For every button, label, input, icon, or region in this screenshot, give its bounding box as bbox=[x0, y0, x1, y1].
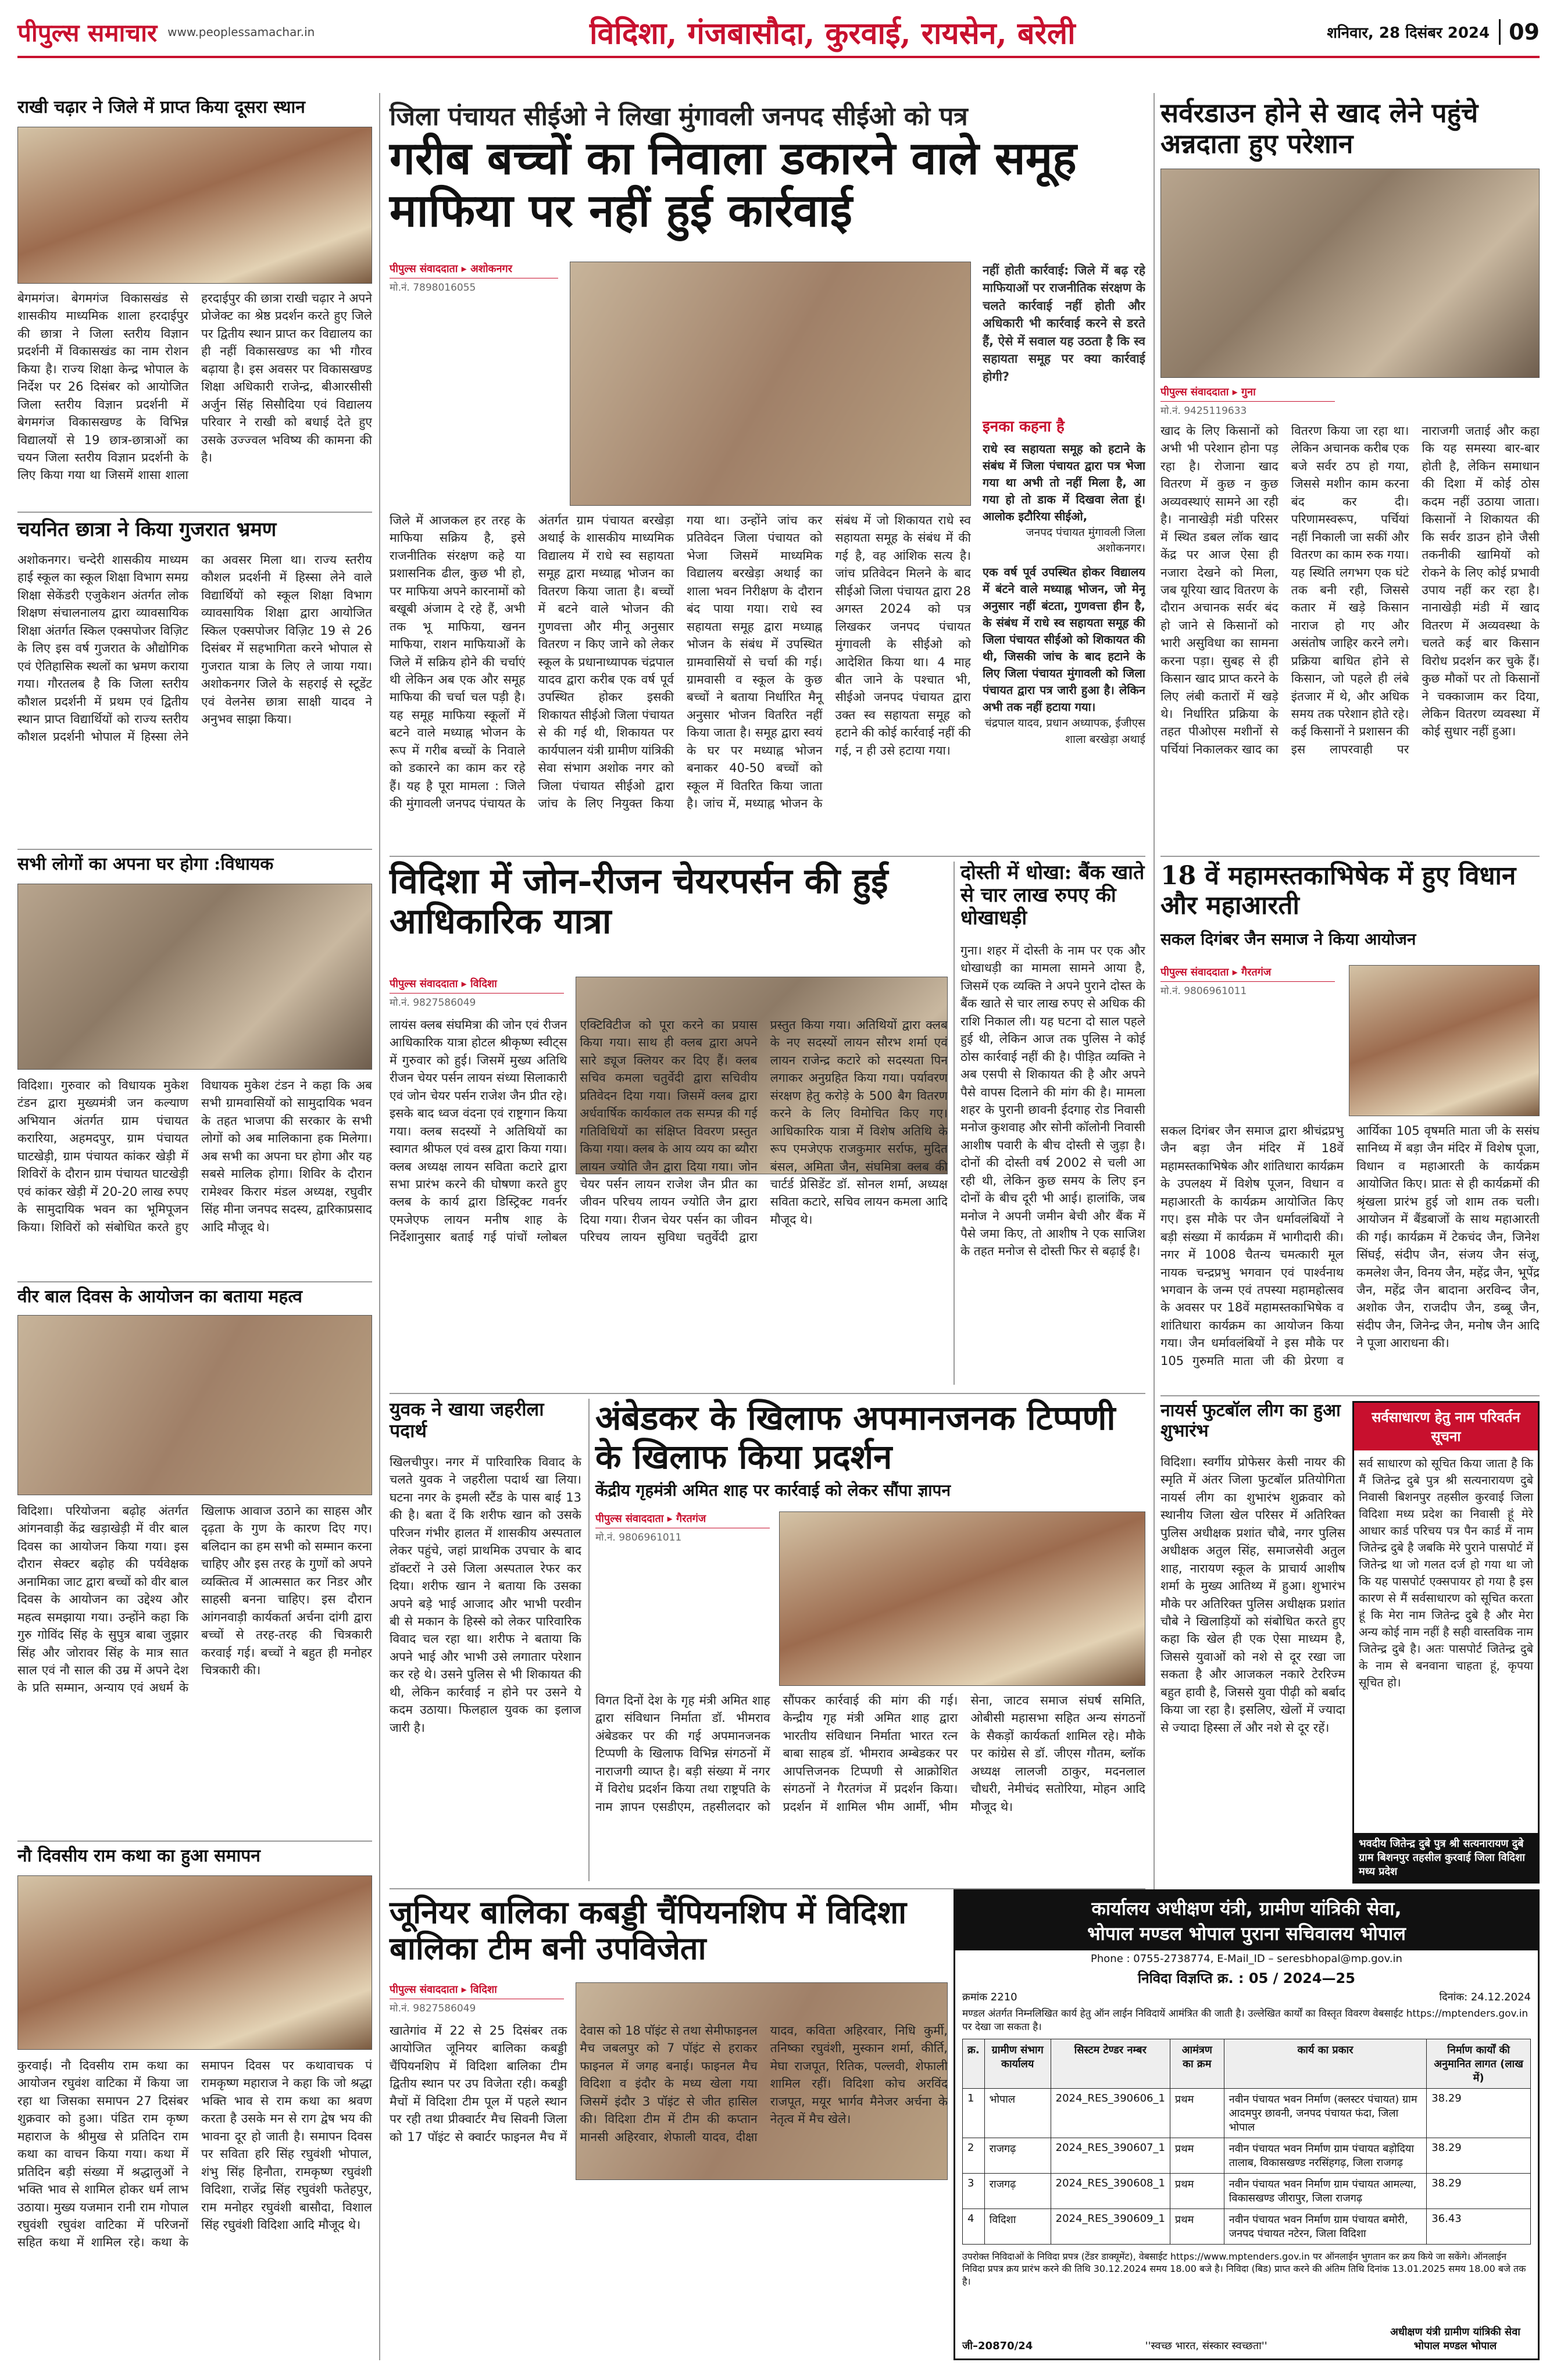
story-divider bbox=[390, 856, 1145, 857]
story-headline: सभी लोगों का अपना घर होगा :विधायक bbox=[17, 854, 274, 874]
tender-cell: राजगढ़ bbox=[984, 2173, 1051, 2209]
story-headline: दोस्ती में धोखा: बैंक खाते से चार लाख रुपए की धोखाधड़ी bbox=[960, 861, 1145, 930]
ram-katha-photo bbox=[17, 1875, 372, 2050]
column-divider bbox=[379, 93, 380, 2360]
tender-column-header: सिस्टम टेण्डर नम्बर bbox=[1051, 2039, 1170, 2088]
story-headline: वीर बाल दिवस के आयोजन का बताया महत्व bbox=[17, 1287, 302, 1307]
tender-cell: 3 bbox=[963, 2173, 985, 2209]
tender-cell: 2024_RES_390608_1 bbox=[1051, 2173, 1170, 2209]
story-body: सकल दिगंबर जैन समाज द्वारा श्रीचंद्रप्रभु जैन बड़ा जैन मंदिर में 18वें महामस्तकाभिषेक और शांतिधारा कार्यक्रम के उपलक्ष्य में विशेष पूजन, विधान व महाआरती के कार्यक्रम आयोजित किए गए। इस मौके पर जैन धर्मावलंबियों ने बड़ी संख्या में कार्यक्रम में भागीदारी की। नगर में 1008 चैतन्य चमत्कारी मूल नायक चन्द्रप्रभु भगवान एवं पार्श्वनाथ भगवान के जन्म एवं तपस्या महामहोत्सव के अवसर पर 18वें महामस्तकाभिषेक व शांतिधारा कार्यक्रम का आयोजन किया गया। जैन धर्मावलंबियों ने इस मौके पर 105 गुरुमति माता जी की प्रेरणा व आर्यिका 105 वृषमति माता जी के ससंघ सानिध्य में बड़ा जैन मंदिर में विशेष पूजा, विधान व महाआरती के कार्यक्रम आयोजित किए। प्रातः से ही कार्यक्रमों की श्रृंखला प्रारंभ हुई जो शाम तक चली। आयोजन में बैंडबाजों के साथ महाआरती की गई। कार्यक्रम में टेकचंद जैन, जिनेश सिंघई, संदीप जैन, संजय जैन संजू, कमलेश जैन, विनय जैन, महेंद्र जैन, भूपेंद्र जैन, महेंद्र जैन बादाना अरविन्द जैन, अशोक जैन, राजदीप जैन, डब्बू जैन, संदीप जैन, जिनेन्द्र जैन, मनोष जैन आदि ने पूजा आराधना की। bbox=[1160, 1124, 1540, 1368]
quote-text: राधे स्व सहायता समूह को हटाने के संबंध में जिला पंचायत द्वारा पत्र भेजा गया था अभी तो नहीं मिला है, आ गया हो तो डाक में दिखवा लेता हूं। आलोक इटौरिया सीईओ, bbox=[983, 441, 1145, 523]
tender-cell: 2024_RES_390607_1 bbox=[1051, 2138, 1170, 2173]
reporter-phone: मो.नं. 9827586049 bbox=[390, 997, 476, 1009]
byline: पीपुल्स संवाददाता ▸ विदिशा bbox=[390, 1982, 564, 1999]
mla-event-photo bbox=[17, 884, 372, 1070]
tender-row bbox=[963, 2209, 1531, 2244]
story-headline: नौ दिवसीय राम कथा का हुआ समापन bbox=[17, 1846, 260, 1866]
tender-cell: 2024_RES_390609_1 bbox=[1051, 2209, 1170, 2244]
tender-row bbox=[963, 2138, 1531, 2173]
story-divider bbox=[1160, 1395, 1540, 1396]
tender-intro: मण्डल अंतर्गत निम्नलिखित कार्य हेतु ऑन लाईन निविदायें आमंत्रित की जाती है। उल्लेखित कार्यों का विस्तृत विवरण वेबसाईट https://mptenders.gov.in पर देखा जा सकता है। bbox=[962, 2008, 1529, 2033]
notice-signature: भवदीय जितेन्द्र दुबे पुत्र श्री सत्यनारायण दुबे ग्राम बिशनपुर तहसील कुरवाई जिला विदिशा मध्य प्रदेश bbox=[1354, 1833, 1538, 1882]
story-divider bbox=[17, 1281, 372, 1282]
tender-cell: 2024_RES_390606_1 bbox=[1051, 2088, 1170, 2138]
tender-kramank: क्रमांक 2210 bbox=[962, 1991, 1017, 2003]
story-divider bbox=[17, 1841, 372, 1842]
byline: पीपुल्स संवाददाता ▸ गैरतगंज bbox=[595, 1511, 770, 1528]
story-body: कुरवाई। नौ दिवसीय राम कथा का आयोजन रघुवंश वाटिका में किया जा रहा था जिसका समापन 27 दिसंबर शुक्रवार को हुआ। पंडित राम कृष्ण महाराज के श्रीमुख से प्रतिदिन राम कथा का वाचन किया गया। कथा में प्रतिदिन बड़ी संख्या में श्रद्धालुओं ने भक्ति भाव से शामिल होकर धर्म लाभ उठाया। मुख्य यजमान रानी राम गोपाल रघुवंशी रघुवंश वाटिका में परिजनों सहित कथा में शामिल रहे। कथा के समापन दिवस पर कथावाचक पं रामकृष्ण महाराज ने कहा कि जो श्रद्धा भक्ति भाव से राम कथा का श्रवण करता है उसके मन से राग द्वेष भय की भावना दूर हो जाती है। समापन दिवस पर सविता हरि सिंह रघुवंशी भोपाल, शंभु सिंह हिनौता, रामकृष्ण रघुवंशी विदिशा, राजेंद्र सिंह रघुवंशी फतेहपुर, राम मनोहर रघुवंशी बासौदा, विशाल सिंह रघुवंशी विदिशा आदि मौजूद थे। bbox=[17, 2059, 372, 2250]
story-headline: 18 वें महामस्तकाभिषेक में हुए विधान और महाआरती bbox=[1160, 861, 1516, 920]
midday-meal-photo bbox=[570, 262, 971, 506]
tender-cell: विदिशा bbox=[984, 2209, 1051, 2244]
reporter-phone: मो.नं. 9425119633 bbox=[1160, 405, 1247, 417]
story-body: बेगमगंज। बेगमगंज विकासखंड से शासकीय माध्यमिक शाला हरदाईपुर की छात्रा ने जिला स्तरीय विज्ञान प्रदर्शनी में विकासखंड का नाम रोशन किया है। राज्य शिक्षा केन्द्र भोपाल के निर्देश पर 26 दिसंबर को आयोजित जिला स्तरीय विज्ञान प्रदर्शनी में बेगमगंज विकासखण्ड के विभिन्न विद्यालयों से 19 छात्र-छात्राओं का चयन जिला स्तरीय विज्ञान प्रदर्शनी के लिए किया गया था जिसमें शासा शाला हरदाईपुर की छात्रा राखी चढ़ार ने अपने प्रोजेक्ट का श्रेष्ठ प्रदर्शन करते हुए जिले पर द्वितीय स्थान प्राप्त कर विद्यालय का ही नहीं विकासखण्ड का भी गौरव बढ़ाया है। इस अवसर पर विकासखण्ड शिक्षा अधिकारी राजेन्द्र, बीआरसीसी अर्जुन सिंह सिसौदिया एवं विद्यालय परिवार ने राखी को बधाई देते हुए उसके उज्ज्वल भविष्य की कामना की है। bbox=[17, 291, 372, 483]
story-body: अशोकनगर। चन्देरी शासकीय माध्यम हाई स्कूल का स्कूल शिक्षा विभाग समग्र शिक्षा सेकेंडरी एजुकेशन अंतर्गत लोक शिक्षण संचालनालय द्वारा व्यावसायिक शिक्षा अंतर्गत स्किल एक्सपोजर विज़िट के लिए इस वर्ष गुजरात के औद्योगिक एवं ऐतिहासिक स्थलों का भ्रमण कराया गया। गौरतलब है कि जिला स्तरीय कौशल प्रदर्शनी में प्रथम एवं द्वितीय स्थान प्राप्त विद्यार्थियों को राज्य स्तरीय कौशल प्रदर्शनी भोपाल में हिस्सा लेने का अवसर मिला था। राज्य स्तरीय कौशल प्रदर्शनी में हिस्सा लेने वाले विद्यार्थियों को स्कूल शिक्षा विभाग व्यावसायिक शिक्षा द्वारा आयोजित स्किल एक्सपोजर विज़िट 19 से 26 दिसंबर में सहभागिता करने भोपाल से गुजरात यात्रा के लिए ले जाया गया। अशोकनगर जिले के सहराई से स्टूडेंट एवं वेलनेस छात्रा साक्षी यादव ने अनुभव साझा किया। bbox=[17, 553, 372, 744]
children-event-photo bbox=[17, 1315, 372, 1495]
tender-cell: 36.43 bbox=[1427, 2209, 1531, 2244]
column-divider bbox=[954, 862, 955, 1385]
lead-headline: गरीब बच्चों का निवाला डकारने वाले समूह माफिया पर नहीं हुई कार्रवाई bbox=[390, 132, 1077, 237]
quote-author: जनपद पंचायत मुंगावली जिला अशोकनगर। bbox=[1026, 526, 1145, 555]
story-body: लायंस क्लब संघमित्रा की जोन एवं रीजन आधिकारिक यात्रा होटल श्रीकृष्ण स्वीट्स में गुरुवार को हुई। जिसमें मुख्य अतिथि रीजन चेयर पर्सन लायन संध्या सिलाकारी एवं जोन चेयर पर्सन राजेश जैन प्रीत रहे। इसके बाद ध्वज वंदना एवं राष्ट्रगान किया गया। क्लब सदस्यों ने अतिथियों का स्वागत श्रीफल एवं वस्त्र द्वारा किया गया। क्लब अध्यक्ष लायन सविता कटारे द्वारा सभा प्रारंभ करने की घोषणा करते हुए क्लब के कार्य द्वारा डिस्ट्रिक्ट गवर्नर एमजेएफ लायन मनीष शाह के निर्देशानुसार बताई गई पांचों ग्लोबल एक्टिविटीज को पूरा करने का प्रयास किया गया। साथ ही क्लब द्वारा अपने सारे ड्यूज क्लियर कर दिए हैं। क्लब सचिव कमला चतुर्वेदी द्वारा सचिवीय प्रतिवेदन दिया गया। जिसमें क्लब द्वारा अर्धवार्षिक कार्यकाल तक सम्पन्न की गई गतिविधियों का संक्षिप्त विवरण प्रस्तुत किया गया। क्लब के आय व्यय का ब्यौरा लायन ज्योति जैन द्वारा दिया गया। जोन चेयर पर्सन लायन राजेश जैन प्रीत का जीवन परिचय लायन ज्योति जैन द्वारा दिया गया। रीजन चेयर पर्सन का जीवन परिचय लायन सुविधा चतुर्वेदी द्वारा प्रस्तुत किया गया। अतिथियों द्वारा क्लब के नए सदस्यों लायन सौरभ शर्मा एवं लायन राजेन्द्र कटारे को सदस्यता पिन लगाकर अनुग्रहित किया गया। पर्यावरण संरक्षण हेतु करोड़े के 500 बैग वितरण करने के लिए विमोचित किए गए। आधिकारिक यात्रा में विशेष अतिथि के रूप एमजेएफ राजकुमार सर्राफ, मुदित बंसल, अमिता जैन, संघमित्रा क्लब की चार्टर्ड प्रेसिडेंट डॉ. सोनल शर्मा, अध्यक्ष सविता कटारे, सचिव लायन कमला आदि मौजूद थे। bbox=[390, 1018, 948, 1245]
award-photo bbox=[17, 127, 372, 284]
byline: पीपुल्स संवाददाता ▸ गैरतगंज bbox=[1160, 965, 1335, 982]
reporter-phone: मो.नं. 9806961011 bbox=[1160, 985, 1247, 997]
tender-column-header: ग्रामीण संभाग कार्यालय bbox=[984, 2039, 1051, 2088]
tender-column-header: कार्य का प्रकार bbox=[1224, 2039, 1426, 2088]
tender-table bbox=[962, 2039, 1531, 2245]
tender-cell: नवीन पंचायत भवन निर्माण ग्राम पंचायत बमोरी, जनपद पंचायत नटेरन, जिला विदिशा bbox=[1224, 2209, 1426, 2244]
tender-slogan: ''स्वच्छ भारत, संस्कार स्वच्छता'' bbox=[1145, 2340, 1267, 2352]
tender-cell: प्रथम bbox=[1170, 2209, 1224, 2244]
tender-cell: 4 bbox=[963, 2209, 985, 2244]
side-note: नहीं होती कार्रवाई: जिले में बढ़ रहे माफियाओं पर राजनीतिक संरक्षण के चलते कार्रवाई नहीं होती और अधिकारी भी कार्रवाई करने से डरते हैं, ऐसे में सवाल यह उठता है कि स्व सहायता समूह पर क्या कार्रवाई होगी? bbox=[983, 263, 1145, 384]
tender-contact: Phone : 0755-2738774, E-Mail_ID – seresbhopal@mp.gov.in bbox=[1091, 1953, 1402, 1965]
byline: पीपुल्स संवाददाता ▸ विदिशा bbox=[390, 977, 564, 994]
tender-cell: प्रथम bbox=[1170, 2088, 1224, 2138]
tender-cell: 1 bbox=[963, 2088, 985, 2138]
tender-cell: नवीन पंचायत भवन निर्माण ग्राम पंचायत बड़ोदिया तालाब, विकासखण्ड नरसिंहगढ़, जिला राजगढ़ bbox=[1224, 2138, 1426, 2173]
protest-photo bbox=[779, 1511, 1145, 1686]
tender-cell: नवीन पंचायत भवन निर्माण (क्लस्टर पंचायत) ग्राम आदमपुर छावनी, जनपद पंचायत फंदा, जिला भोपाल bbox=[1224, 2088, 1426, 2138]
byline: पीपुल्स संवाददाता ▸ अशोकनगर bbox=[390, 262, 558, 278]
quote-box bbox=[983, 419, 1145, 849]
story-body: खातेगांव में 22 से 25 दिसंबर तक आयोजित जूनियर बालिका कबड्डी चैंपियनशिप में विदिशा बालिका टीम द्वितीय स्थान पर उप विजेता रही। कबड्डी मैचों में विदिशा टीम पूल में पहले स्थान पर रही तथा प्रीक्वार्टर मैच सिवनी जिला को 17 पॉइंट से क्वार्टर फाइनल मैच में देवास को 18 पॉइंट से तथा सेमीफाइनल मैच जबलपुर को 7 पॉइंट से हराकर फाइनल में जगह बनाई। फाइनल मैच विदिशा व इंदौर के मध्य खेला गया जिसमें इंदौर 3 पॉइंट से जीत हासिल की। विदिशा टीम में टीम की कप्तान मानसी अहिरवार, शेफाली यादव, दीक्षा यादव, कविता अहिरवार, निधि कुर्मी, तनिष्का रघुवंशी, मुस्कान शर्मा, कीर्ति, मेघा राजपूत, रितिक, पल्लवी, शेफाली शामिल रहीं। विदिशा कोच अरविंद राजपूत, मयूर भार्गव मैनेजर अर्चना के नेतृत्व में मैच खेले। bbox=[390, 2024, 948, 2144]
quote-box-title: इनका कहना है bbox=[983, 418, 1065, 435]
byline: पीपुल्स संवाददाता ▸ गुना bbox=[1160, 385, 1335, 402]
reporter-phone: मो.नं. 9806961011 bbox=[595, 1532, 682, 1543]
story-headline: नायर्स फुटबॉल लीग का हुआ शुभारंभ bbox=[1160, 1400, 1341, 1441]
tender-column-header: आमंत्रण का क्रम bbox=[1170, 2039, 1224, 2088]
tender-cell: प्रथम bbox=[1170, 2173, 1224, 2209]
story-body: गुना। शहर में दोस्ती के नाम पर एक और धोखाधड़ी का मामला सामने आया है, जिसमें एक व्यक्ति ने अपने पुराने दोस्त के बैंक खाते से चार लाख रुपए से अधिक की राशि निकाल ली। यह घटना दो साल पहले हुई थी, लेकिन आज तक पुलिस ने कोई ठोस कार्रवाई नहीं की है। पीड़ित व्यक्ति ने अब एसपी से शिकायत की है और अपने पैसे वापस दिलाने की मांग की है। मामला शहर के पुरानी छावनी ईदगाह रोड निवासी मनोज कुशवाह और सोनी कॉलोनी निवासी आशीष पवारी के बीच दोस्ती से जुड़ा है। दोनों की दोस्ती वर्ष 2002 से चली आ रही थी, लेकिन कुछ समय के लिए इन दोनों के बीच दूरी भी आई। हालांकि, जब मनोज ने अपनी जमीन बेची और बैंक में पैसे जमा किए, तो आशीष ने एक साजिश के तहत मनोज से दोस्ती फिर से बढ़ाई है। bbox=[960, 944, 1145, 1259]
story-headline: राखी चढ़ार ने जिले में प्राप्त किया दूसरा स्थान bbox=[17, 97, 305, 117]
section-title: विदिशा, गंजबासौदा, कुरवाई, रायसेन, बरेली bbox=[590, 15, 1076, 51]
tender-ref-line bbox=[955, 1989, 1538, 2005]
tender-notice bbox=[954, 1889, 1540, 2360]
tender-column-header: क्र. bbox=[963, 2039, 985, 2088]
tender-cell: भोपाल bbox=[984, 2088, 1051, 2138]
quote-author: चंद्रपाल यादव, प्रधान अध्यापक, ईजीएस शाला बरखेड़ा अथाई bbox=[984, 716, 1145, 746]
website-url[interactable]: www.peoplessamachar.in bbox=[167, 25, 315, 39]
story-headline: चयनित छात्रा ने किया गुजरात भ्रमण bbox=[17, 518, 277, 541]
quote-text: एक वर्ष पूर्व उपस्थित होकर विद्यालय में बंटने वाले मध्याह्न भोजन, जो मेनू अनुसार नहीं बंटता, गुणवत्ता हीन है, के संबंध में राधे स्व सहायता समूह की जिला पंचायत सीईओ को शिकायत की थी, जिसकी जांच के बाद हटाने के लिए जिला पंचायत मुंगावली को जिला पंचायत द्वारा पत्र जारी हुआ है। लेकिन अभी तक नहीं हटाया गया। bbox=[983, 564, 1145, 714]
name-change-notice bbox=[1352, 1401, 1540, 1884]
tender-cell: राजगढ़ bbox=[984, 2138, 1051, 2173]
masthead bbox=[17, 8, 1540, 58]
page-number: 09 bbox=[1499, 19, 1540, 45]
tender-cell: प्रथम bbox=[1170, 2138, 1224, 2173]
notice-body: सर्व साधारण को सूचित किया जाता है कि मैं जितेन्द्र दुबे पुत्र श्री सत्यनारायण दुबे निवासी बिशनपुर तहसील कुरवाई जिला विदिशा मध्य प्रदेश का निवासी हूं मेरे आधार कार्ड परिचय पत्र पैन कार्ड में नाम जितेन्द्र दुबे है जबकि मेरे पुराने पासपोर्ट में जितेन्द्र था जो गलत दर्ज हो गया था जो कि यह पासपोर्ट एक्सपायर हो गया है इस कारण से मैं सर्वसाधारण को सूचित करता हूं कि मेरा नाम जितेन्द्र दुबे है और मेरा अन्य कोई नाम नहीं है सही वास्तविक नाम जितेन्द्र दुबे है। अतः पासपोर्ट जितेन्द्र दुबे के नाम से बनवाना चाहता हूं, कृपया सूचित हो। bbox=[1359, 1456, 1533, 1689]
tender-office: कार्यालय अधीक्षण यंत्री, ग्रामीण यांत्रिकी सेवा, bbox=[1091, 1897, 1402, 1920]
story-divider bbox=[1160, 856, 1540, 857]
tender-row bbox=[963, 2088, 1531, 2138]
tender-signatory: अधीक्षण यंत्री ग्रामीण यांत्रिकी सेवा भोपाल मण्डल भोपाल bbox=[1390, 2326, 1520, 2352]
reporter-phone: मो.नं. 9827586049 bbox=[390, 2003, 476, 2014]
story-body: विगत दिनों देश के गृह मंत्री अमित शाह द्वारा संविधान निर्माता डॉ. भीमराव अंबेडकर पर की गई अपमानजनक टिप्पणी के खिलाफ विभिन्न संगठनों में नाराजगी व्याप्त है। बड़ी संख्या में नगर में विरोध प्रदर्शन किया तथा राष्ट्रपति के नाम ज्ञापन एसडीएम, तहसीलदार को सौंपकर कार्रवाई की मांग की गई। केन्द्रीय गृह मंत्री अमित शाह द्वारा भारतीय संविधान निर्माता भारत रत्न बाबा साहब डॉ. भीमराव अम्बेडकर पर आपत्तिजनक टिप्पणी से आक्रोशित संगठनों ने गैरतगंज में प्रदर्शन किया। प्रदर्शन में शामिल भीम आर्मी, भीम सेना, जाटव समाज संघर्ष समिति, ओबीसी महासभा सहित अन्य संगठनों के सैकड़ों कार्यकर्ता शामिल रहे। मौके पर कांग्रेस से डॉ. जीएस गौतम, ब्लॉक अध्यक्ष लालजी ठाकुर, मदनलाल चौधरी, नेमीचंद सतोरिया, मोहन आदि मौजूद थे। bbox=[595, 1693, 1145, 1814]
tender-cell: नवीन पंचायत भवन निर्माण ग्राम पंचायत आमल्या, विकासखण्ड जीरापुर, जिला राजगढ़ bbox=[1224, 2173, 1426, 2209]
story-headline: युवक ने खाया जहरीला पदार्थ bbox=[390, 1398, 544, 1442]
story-body: विदिशा। स्वर्गीय प्रोफेसर केसी नायर की स्मृति में अंतर जिला फुटबॉल प्रतियोगिता नायर्स लीग का शुभारंभ शुक्रवार को स्थानीय जिला खेल परिसर में अतिरिक्त पुलिस अधीक्षक प्रशांत चौबे, नगर पुलिस अधीक्षक अतुल सिंह, समाजसेवी अतुल शाह, नारायण स्कूल के प्राचार्य आशीष शर्मा के मुख्य आतिथ्य में हुआ। शुभारंभ मौके पर अतिरिक्त पुलिस अधीक्षक प्रशांत चौबे ने खिलाड़ियों को संबोधित करते हुए कहा कि खेल ही एक ऐसा माध्यम है, जिससे युवाओं को नशे से दूर रखा जा सकता है और आजकल नकारे टेररिज्म बहुत हावी है, जिससे युवा पीढ़ी को बर्बाद किया जा रहा है। इसलिए, खेलों में ज्यादा से ज्यादा हिस्सा लें और नशे से दूर रहें। bbox=[1160, 1455, 1345, 1735]
tender-row bbox=[963, 2173, 1531, 2209]
story-divider bbox=[17, 849, 372, 850]
story-body: खिलचीपुर। नगर में पारिवारिक विवाद के चलते युवक ने जहरीला पदार्थ खा लिया। घटना नगर के इमली स्टैंड के पास बाई 13 की है। बता दें कि शरीफ खान को उसके परिजन गंभीर हालत में शासकीय अस्पताल लेकर पहुंचे, जहां प्राथमिक उपचार के बाद डॉक्टरों ने उसे जिला अस्पताल रेफर कर दिया। शरीफ खान ने बताया कि उसका अपने बड़े भाई आजाद और भाभी परवीन बी से मकान के हिस्से को लेकर पारिवारिक विवाद चल रहा था। शरीफ ने बताया कि अपने भाई और भाभी उसे लगातार परेशान कर रहे थे। उसने पुलिस से भी शिकायत की थी, लेकिन कार्रवाई न होने पर उसने ये कदम उठाया। फिलहाल युवक का इलाज जारी है। bbox=[390, 1455, 581, 1735]
reporter-phone: मो.नं. 7898016055 bbox=[390, 282, 476, 294]
column-divider bbox=[588, 1399, 590, 1881]
tender-cell: 2 bbox=[963, 2138, 985, 2173]
story-body: जिले में आजकल हर तरह के माफिया सक्रिय है, इसे राजनीतिक संरक्षण कहे या प्रशासनिक ढील, कुछ भी हो, पर माफिया अपने कारनामों को बखूबी अंजाम दे रहे हैं, अभी तक भू माफिया, खनन माफिया, राशन माफियाओं के जिले में सक्रिय होने की चर्चाएं थी लेकिन अब एक और समूह माफिया की चर्चा चल पड़ी है। यह समूह माफिया स्कूलों में बटने वाले मध्याह्न भोजन के रूप में गरीब बच्चों के निवाले को डकारने का काम कर रहे हैं। यह है पूरा मामला : जिले की मुंगावली जनपद पंचायत के अंतर्गत ग्राम पंचायत बरखेड़ा अथाई के शासकीय माध्यमिक विद्यालय में राधे स्व सहायता समूह द्वारा मध्याह्न भोजन का वितरण किया जाता है। बच्चों में बटने वाले भोजन की गुणवत्ता और मीनू अनुसार वितरण न किए जाने को लेकर स्कूल के प्रधानाध्यापक चंद्रपाल यादव द्वारा करीब एक वर्ष पूर्व उपस्थित होकर इसकी शिकायत सीईओ जिला पंचायत से की गई थी, शिकायत पर कार्यपालन यंत्री ग्रामीण यांत्रिकी सेवा संभाग अशोक नगर को जिला पंचायत सीईओ द्वारा जांच के लिए नियुक्त किया गया था। उन्होंने जांच कर प्रतिवेदन जिला पंचायत को भेजा जिसमें माध्यमिक विद्यालय बरखेड़ा अथाई का शाला भवन निरीक्षण के दौरान बंद पाया गया। राधे स्व सहायता समूह द्वारा मध्याह्न भोजन के संबंध में उपस्थित ग्रामवासियों से चर्चा की गई। ग्रामवासी व स्कूल के कुछ बच्चों ने बताया निर्धारित मैनू अनुसार भोजन वितरित नहीं किया जाता है। समूह द्वारा स्वयं के घर पर मध्याह्न भोजन बनाकर 40-50 बच्चों को स्कूल में वितरित किया जाता है। जांच में, मध्याह्न भोजन के संबंध में जो शिकायत राधे स्व सहायता समूह के संबंध में की गई है, वह आंशिक सत्य है। जांच प्रतिवेदन मिलने के बाद सीईओ जिला पंचायत द्वारा 28 अगस्त 2024 को पत्र लिखकर जनपद पंचायत मुंगावली के सीईओ को आदेशित किया था। 4 माह बीत जाने के पश्चात भी, सीईओ जनपद पंचायत द्वारा उक्त स्व सहायता समूह को हटाने की कोई कार्रवाई नहीं की गई, न ही उसे हटाया गया। bbox=[390, 513, 971, 810]
story-body: विदिशा। गुरुवार को विधायक मुकेश टंडन द्वारा मुख्यमंत्री जन कल्याण अभियान अंतर्गत ग्राम पंचायत करारिया, अहमदपुर, ग्राम पंचायत घाटखेड़ी, ग्राम पंचायत कांकर खेड़ी में शिविरों के दौरान ग्राम पंचायत घाटखेड़ी एवं कांकर खेड़ी में 20-20 लाख रुपए के सामुदायिक भवन का भूमिपूजन किया। शिविरों को संबोधित करते हुए विधायक मुकेश टंडन ने कहा कि अब सभी ग्रामवासियों को सामुदायिक भवन के तहत भाजपा की सरकार के सभी लोगों को अब मालिकाना हक मिलेगा। अब सभी का अपना घर होगा और यह सबसे मालिक होगा। शिविर के दौरान रामेश्वर किरार मंडल अध्यक्ष, रघुवीर सिंह मीना जनपद सदस्य, द्वारिकाप्रसाद आदि मौजूद थे। bbox=[17, 1078, 372, 1234]
tender-cell: 38.29 bbox=[1427, 2173, 1531, 2209]
tender-date: दिनांक: 24.12.2024 bbox=[1439, 1991, 1531, 2003]
tender-footer-note: उपरोक्त निविदाओं के निविदा प्रपत्र (टेंडर डाक्यूमेंट), वेबसाईट https://www.mptenders.gov.in पर ऑनलाईन भुगतान कर क्रय किये जा सकेंगे। ऑनलाईन निविदा प्रपत्र क्रय प्रारंभ करने की तिथि 30.12.2024 समय 18.00 बजे है। निविदा (बिड) प्राप्त करने की अंतिम तिथि दिनांक 13.01.2025 समय 18.00 बजे तक है। bbox=[962, 2250, 1526, 2288]
tender-code: जी–20870/24 bbox=[962, 2340, 1033, 2352]
story-divider bbox=[390, 1393, 1145, 1394]
tender-header bbox=[955, 1891, 1538, 1950]
issue-date: शनिवार, 28 दिसंबर 2024 bbox=[1327, 24, 1490, 42]
story-headline: अंबेडकर के खिलाफ अपमानजनक टिप्पणी के खिलाफ किया प्रदर्शन bbox=[595, 1398, 1116, 1477]
tender-column-header: निर्माण कार्यों की अनुमानित लागत (लाख में) bbox=[1427, 2039, 1531, 2088]
story-divider bbox=[17, 512, 372, 513]
farmers-queue-photo bbox=[1160, 169, 1540, 378]
tender-number: निविदा विज्ञप्ति क्र. : 05 / 2024—25 bbox=[1138, 1970, 1355, 1986]
newspaper-brand: पीपुल्स समाचार bbox=[17, 18, 158, 47]
story-subheadline: सकल दिगंबर जैन समाज ने किया आयोजन bbox=[1160, 930, 1416, 949]
notice-title: सर्वसाधारण हेतु नाम परिवर्तन सूचना bbox=[1354, 1403, 1538, 1450]
story-headline: सर्वरडाउन होने से खाद लेने पहुंचे अन्नदाता हुए परेशान bbox=[1160, 97, 1479, 159]
story-subheadline: केंद्रीय गृहमंत्री अमित शाह पर कार्रवाई को लेकर सौंपा ज्ञापन bbox=[595, 1481, 951, 1500]
story-headline: विदिशा में जोन-रीजन चेयरपर्सन की हुई आधिकारिक यात्रा bbox=[390, 861, 888, 942]
story-body: खाद के लिए किसानों को अभी भी परेशान होना पड़ रहा है। रोजाना खाद वितरण में कुछ न कुछ अव्यवस्थाएं सामने आ रही है। नानाखेड़ी मंडी परिसर में स्थित डबल लॉक खाद केंद्र पर आज ऐसा ही नजारा देखने को मिला, जब यूरिया खाद वितरण के दौरान अचानक सर्वर बंद हो जाने से किसानों को भारी असुविधा का सामना करना पड़ा। सुबह से ही किसान खाद प्राप्त करने के लिए लंबी कतारों में खड़े थे। निर्धारित प्रक्रिया के तहत पीओएस मशीनों से पर्चियां निकालकर खाद का वितरण किया जा रहा था। लेकिन अचानक करीब एक बजे सर्वर ठप हो गया, जिससे मशीन काम करना बंद कर दी। परिणामस्वरूप, पर्चियां नहीं निकाली जा सकीं और वितरण का काम रुक गया। यह स्थिति लगभग एक घंटे तक बनी रही, जिससे कतार में खड़े किसान नाराज हो गए और असंतोष जाहिर करने लगे। प्रक्रिया बाधित होने से किसान, जो पहले ही लंबे इंतजार में थे, और अधिक समय तक परेशान होते रहे। कई किसानों ने प्रशासन की इस लापरवाही पर नाराजगी जताई और कहा कि यह समस्या बार-बार होती है, लेकिन समाधान की दिशा में कोई ठोस कदम नहीं उठाया जाता। किसानों ने शिकायत की कि सर्वर डाउन होने जैसी तकनीकी खामियों को रोकने के लिए कोई प्रभावी उपाय नहीं कर रहा है। नानाखेड़ी मंडी में खाद वितरण में अव्यवस्था के चलते कई बार किसान विरोध प्रदर्शन कर चुके हैं। कुछ मौकों पर तो किसानों ने चक्काजाम कर दिया, लेकिन वितरण व्यवस्था में कोई सुधार नहीं हुआ। bbox=[1160, 424, 1540, 756]
tender-cell: 38.29 bbox=[1427, 2088, 1531, 2138]
story-headline: जूनियर बालिका कबड्डी चैंपियनशिप में विदिशा बालिका टीम बनी उपविजेता bbox=[390, 1893, 907, 1967]
story-kicker: जिला पंचायत सीईओ ने लिखा मुंगावली जनपद सीईओ को पत्र bbox=[390, 102, 968, 131]
tender-footer bbox=[955, 2322, 1538, 2355]
jain-idol-photo bbox=[1349, 965, 1540, 1116]
tender-office-sub: भोपाल मण्डल भोपाल पुराना सचिवालय भोपाल bbox=[1087, 1922, 1406, 1945]
tender-cell: 38.29 bbox=[1427, 2138, 1531, 2173]
story-body: विदिशा। परियोजना बढ़ोह अंतर्गत आंगनवाड़ी केंद्र खड़ाखेड़ी में वीर बाल दिवस का आयोजन किया गया। इस दौरान सेक्टर बढ़ोह की पर्यवेक्षक अनामिका जाट द्वारा बच्चों को वीर बाल दिवस के आयोजन का उद्देश्य और महत्व समझाया गया। उन्होंने कहा कि गुरु गोविंद सिंह के सुपुत्र बाबा जुझार सिंह और जोरावर सिंह के मात्र सात साल एवं नौ साल की उम्र में अपने देश के प्रति सम्मान, अन्याय एवं अधर्म के खिलाफ आवाज उठाने का साहस और दृढ़ता के गुण के कारण दिए गए। बलिदान का हम सभी को सम्मान करना चाहिए और इस तरह के गुणों को अपने व्यक्तित्व में आत्मसात कर निडर और साहसी बनना चाहिए। इस दौरान आंगनवाड़ी कार्यकर्ता अर्चना दांगी द्वारा बच्चों से तरह-तरह की चित्रकारी करवाई गई। बच्चों ने बहुत ही मनोहर चित्रकारी की। bbox=[17, 1504, 372, 1695]
